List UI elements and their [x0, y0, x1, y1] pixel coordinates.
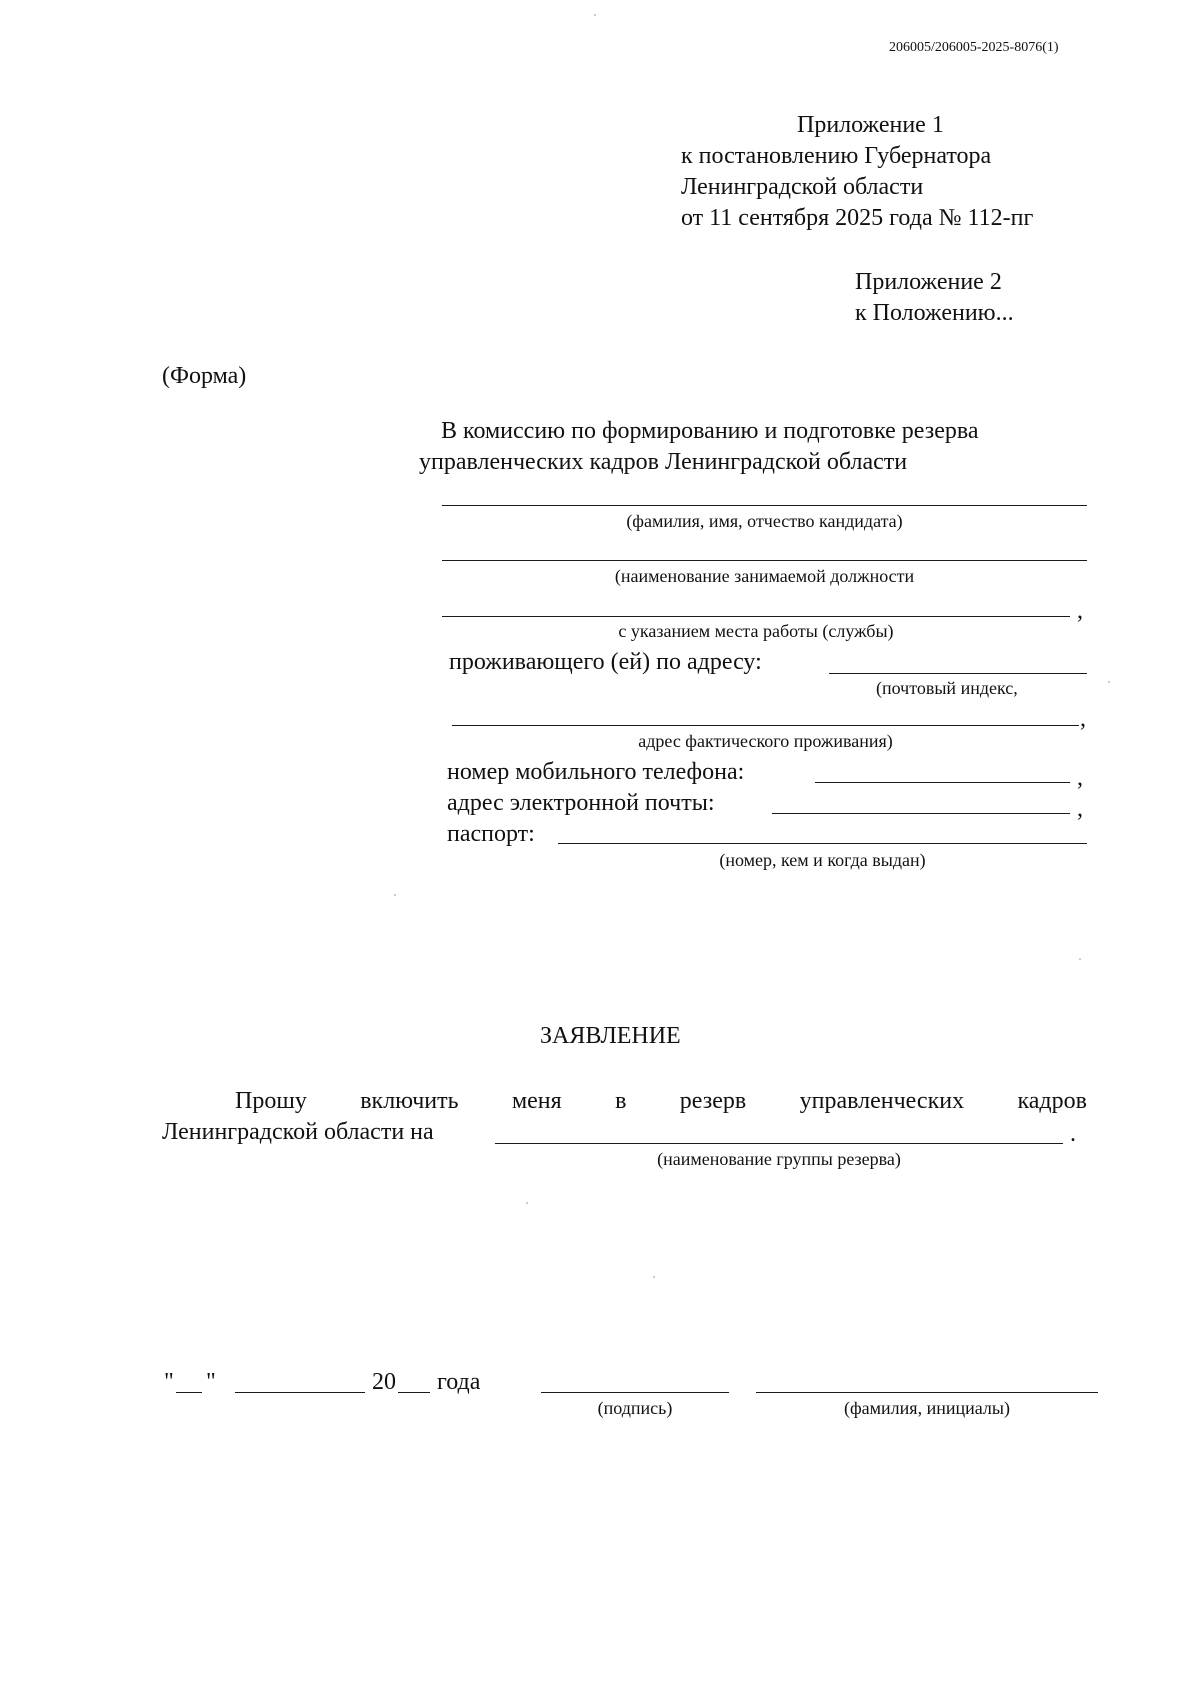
passport-input-line[interactable] [558, 843, 1087, 844]
scan-speck [1079, 958, 1081, 960]
year-input-line[interactable] [398, 1392, 430, 1393]
email-comma: , [1077, 796, 1083, 822]
postal-index-input-line[interactable] [829, 673, 1087, 674]
position-caption: (наименование занимаемой должности [614, 566, 915, 586]
signature-input-line[interactable] [541, 1392, 729, 1393]
appendix-1-title: Приложение 1 [797, 112, 944, 138]
fio-caption: (фамилия, имя, отчество кандидата) [626, 511, 903, 531]
date-month-input-line[interactable] [235, 1392, 365, 1393]
reserve-group-caption: (наименование группы резерва) [657, 1149, 901, 1169]
date-day-input-line[interactable] [176, 1392, 202, 1393]
date-quote-open: " [164, 1369, 174, 1395]
workplace-caption: с указанием места работы (службы) [618, 621, 894, 641]
scan-speck [526, 1202, 528, 1204]
statement-word: включить [360, 1088, 459, 1114]
scan-speck [653, 1276, 655, 1278]
date-quote-close: " [206, 1369, 216, 1395]
scan-speck [1108, 681, 1110, 683]
address-comma: , [1080, 706, 1086, 732]
signature-caption: (подпись) [597, 1398, 673, 1418]
phone-comma: , [1077, 765, 1083, 791]
email-input-line[interactable] [772, 813, 1070, 814]
appendix-1-line-4: от 11 сентября 2025 года № 112-пг [681, 205, 1034, 231]
statement-word: Прошу [235, 1088, 307, 1114]
appendix-1-line-2: к постановлению Губернатора [681, 143, 992, 169]
appendix-2-line-2: к Положению... [855, 300, 1014, 326]
document-id: 206005/206005-2025-8076(1) [889, 40, 1059, 55]
statement-title: ЗАЯВЛЕНИЕ [540, 1023, 681, 1049]
phone-label: номер мобильного телефона: [447, 759, 745, 785]
addressee-line-1: В комиссию по формированию и подготовке резерва [441, 418, 979, 444]
postal-index-caption: (почтовый индекс, [876, 678, 1018, 698]
scan-speck [594, 14, 596, 16]
address-label: проживающего (ей) по адресу: [449, 649, 762, 675]
fio-input-line[interactable] [442, 505, 1087, 506]
scan-speck [394, 894, 396, 896]
statement-word: в [615, 1088, 627, 1114]
statement-line-1 [162, 1086, 1087, 1116]
passport-label: паспорт: [447, 821, 535, 847]
name-initials-input-line[interactable] [756, 1392, 1098, 1393]
addressee-line-2: управленческих кадров Ленинградской области [419, 449, 908, 475]
name-initials-caption: (фамилия, инициалы) [844, 1398, 1010, 1418]
year-suffix: года [437, 1369, 481, 1395]
position-input-line[interactable] [442, 560, 1087, 561]
statement-word: кадров [1017, 1088, 1087, 1114]
appendix-2-title: Приложение 2 [855, 269, 1002, 295]
appendix-1-line-3: Ленинградской области [681, 174, 924, 200]
actual-address-caption: адрес фактического проживания) [638, 731, 893, 751]
reserve-group-input-line[interactable] [495, 1143, 1063, 1144]
year-prefix: 20 [372, 1369, 396, 1395]
statement-word: меня [511, 1088, 562, 1114]
statement-word: резерв [679, 1088, 747, 1114]
statement-word: управленческих [799, 1088, 965, 1114]
workplace-input-line[interactable] [442, 616, 1070, 617]
workplace-comma: , [1077, 598, 1083, 624]
phone-input-line[interactable] [815, 782, 1070, 783]
statement-period: . [1070, 1121, 1076, 1147]
email-label: адрес электронной почты: [447, 790, 715, 816]
statement-line-2: Ленинградской области на [162, 1119, 434, 1145]
passport-caption: (номер, кем и когда выдан) [719, 850, 926, 870]
actual-address-input-line[interactable] [452, 725, 1079, 726]
form-label: (Форма) [162, 363, 247, 389]
